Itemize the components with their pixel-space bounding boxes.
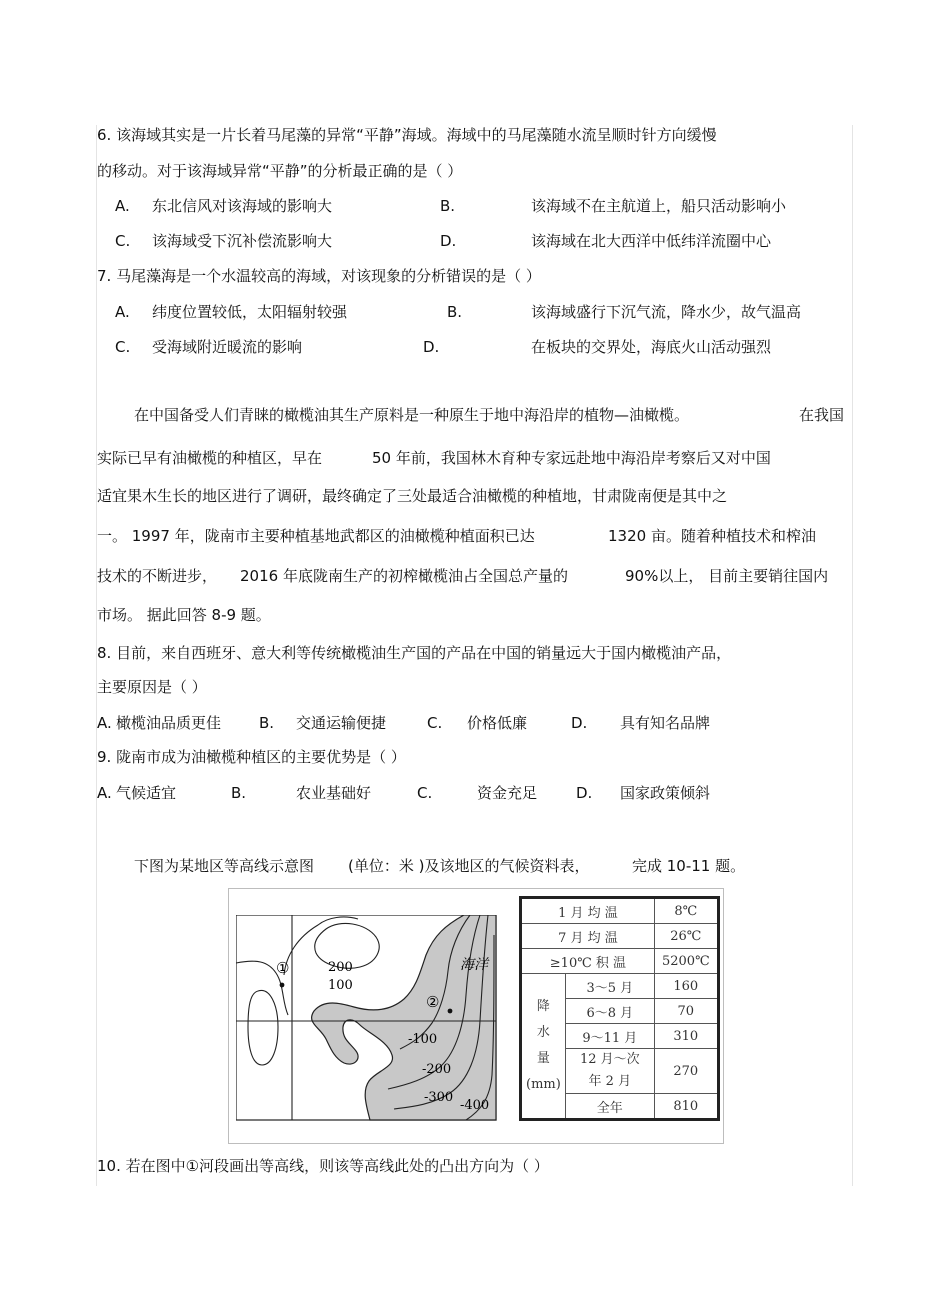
passage-line4-a: 一。 1997 年，陇南市主要种植基地武都区的油橄榄种植面积已达 — [97, 527, 535, 545]
contour-200-label: 200 — [328, 960, 353, 975]
q6-option-b-letter: B. — [440, 197, 456, 215]
q7-option-a-text: 纬度位置较低，太阳辐射较强 — [152, 303, 348, 321]
q6-option-a-letter: A. — [115, 197, 130, 215]
accum-temp-value: 5200℃ — [654, 949, 718, 974]
q9-option-d-text: 国家政策倾斜 — [620, 784, 711, 802]
passage-line5-a: 技术的不断进步， — [97, 567, 218, 585]
q7-option-c-letter: C. — [115, 338, 131, 356]
q9-option-b-letter: B. — [231, 784, 247, 802]
precip-autumn-label: 9～11 月 — [565, 1024, 654, 1049]
point-2-label: ② — [426, 993, 440, 1011]
q6-stem-line2: 的移动。对于该海域异常“平静”的分析最正确的是（ ） — [97, 162, 463, 180]
jul-temp-value: 26℃ — [654, 924, 718, 949]
precip-header: 降 水 量 (mm) — [521, 974, 566, 1120]
q9-stem: 9. 陇南市成为油橄榄种植区的主要优势是（ ） — [97, 748, 406, 766]
q8-option-a-text: 橄榄油品质更佳 — [116, 714, 222, 732]
contour-map — [236, 915, 498, 1121]
q9-option-d-letter: D. — [576, 784, 593, 802]
table-row — [521, 898, 719, 924]
passage-line2-a: 实际已早有油橄榄的种植区，早在 — [97, 449, 323, 467]
precip-winter-value: 270 — [654, 1049, 718, 1094]
table-row — [521, 924, 719, 949]
q10-stem: 10. 若在图中①河段画出等高线，则该等高线此处的凸出方向为（ ） — [97, 1157, 549, 1175]
passage-line5-c: 90%以上， 目前主要销往国内 — [625, 567, 829, 585]
q8-option-d-text: 具有知名品牌 — [620, 714, 711, 732]
q8-option-b-text: 交通运输便捷 — [296, 714, 387, 732]
q8-option-b-letter: B. — [259, 714, 275, 732]
q7-option-d-letter: D. — [423, 338, 440, 356]
point-1-marker — [280, 983, 285, 988]
figure-intro-b: (单位：米 )及该地区的气候资料表， — [348, 857, 590, 875]
table-row — [521, 949, 719, 974]
q8-option-c-text: 价格低廉 — [467, 714, 528, 732]
q6-option-d-letter: D. — [440, 232, 457, 250]
contour-minus-100-label: -100 — [408, 1032, 438, 1047]
accum-temp-label: ≥10℃ 积 温 — [521, 949, 655, 974]
passage-line6: 市场。 据此回答 8-9 题。 — [97, 606, 271, 624]
contour-100-label: 100 — [328, 978, 353, 993]
q8-stem-line2: 主要原因是（ ） — [97, 678, 207, 696]
passage-line2-b: 50 年前，我国林木育种专家远赴地中海沿岸考察后又对中国 — [372, 449, 771, 467]
q9-option-a-text: 气候适宜 — [116, 784, 177, 802]
q9-option-a-letter: A. — [97, 784, 112, 802]
precip-spring-value: 160 — [654, 974, 718, 999]
climate-data-table — [519, 896, 720, 1121]
q6-stem-line1: 6. 该海域其实是一片长着马尾藻的异常“平静”海域。海域中的马尾藻随水流呈顺时针方向缓慢 — [97, 126, 717, 144]
passage-line1-a: 在中国备受人们青睐的橄榄油其生产原料是一种原生于地中海沿岸的植物—油橄榄。 — [134, 406, 690, 424]
q8-option-d-letter: D. — [571, 714, 588, 732]
precip-annual-label: 全年 — [565, 1094, 654, 1120]
q7-stem: 7. 马尾藻海是一个水温较高的海域，对该现象的分析错误的是（ ） — [97, 267, 541, 285]
precip-summer-value: 70 — [654, 999, 718, 1024]
passage-line4-b: 1320 亩。随着种植技术和榨油 — [608, 527, 816, 545]
passage-line5-b: 2016 年底陇南生产的初榨橄榄油占全国总产量的 — [240, 567, 568, 585]
q9-option-b-text: 农业基础好 — [296, 784, 372, 802]
precip-winter-label: 12 月～次 年 2 月 — [565, 1049, 654, 1094]
passage-line1-b: 在我国 — [799, 406, 845, 424]
q6-option-a-text: 东北信风对该海域的影响大 — [152, 197, 333, 215]
table-row — [521, 974, 719, 999]
q6-option-d-text: 该海域在北大西洋中低纬洋流圈中心 — [531, 232, 772, 250]
q6-option-c-letter: C. — [115, 232, 131, 250]
contour-minus-400-label: -400 — [460, 1098, 490, 1113]
passage-line3: 适宜果木生长的地区进行了调研，最终确定了三处最适合油橄榄的种植地，甘肃陇南便是其中之 — [97, 487, 728, 505]
q7-option-a-letter: A. — [115, 303, 130, 321]
q7-option-b-letter: B. — [447, 303, 463, 321]
q9-option-c-text: 资金充足 — [477, 784, 538, 802]
contour-minus-200-label: -200 — [422, 1062, 452, 1077]
q7-option-d-text: 在板块的交界处，海底火山活动强烈 — [531, 338, 772, 356]
q7-option-b-text: 该海域盛行下沉气流，降水少，故气温高 — [531, 303, 802, 321]
point-2-marker — [448, 1009, 453, 1014]
q8-option-c-letter: C. — [427, 714, 443, 732]
q8-option-a-letter: A. — [97, 714, 112, 732]
jan-temp-label: 1 月 均 温 — [521, 898, 655, 924]
precip-autumn-value: 310 — [654, 1024, 718, 1049]
point-1-label: ① — [276, 959, 290, 977]
q7-option-c-text: 受海域附近暖流的影响 — [152, 338, 303, 356]
jan-temp-value: 8℃ — [654, 898, 718, 924]
precip-spring-label: 3～5 月 — [565, 974, 654, 999]
jul-temp-label: 7 月 均 温 — [521, 924, 655, 949]
right-margin-line — [852, 125, 853, 1186]
figure-intro-c: 完成 10-11 题。 — [632, 857, 746, 875]
q8-stem-line1: 8. 目前，来自西班牙、意大利等传统橄榄油生产国的产品在中国的销量远大于国内橄榄油产品， — [97, 644, 732, 662]
precip-annual-value: 810 — [654, 1094, 718, 1120]
figure-intro-a: 下图为某地区等高线示意图 — [134, 857, 315, 875]
ocean-label: 海洋 — [460, 957, 488, 973]
q9-option-c-letter: C. — [417, 784, 433, 802]
q6-option-c-text: 该海域受下沉补偿流影响大 — [152, 232, 333, 250]
contour-map-figure — [228, 888, 724, 1144]
precip-summer-label: 6～8 月 — [565, 999, 654, 1024]
contour-minus-300-label: -300 — [424, 1090, 454, 1105]
q6-option-b-text: 该海域不在主航道上，船只活动影响小 — [531, 197, 787, 215]
